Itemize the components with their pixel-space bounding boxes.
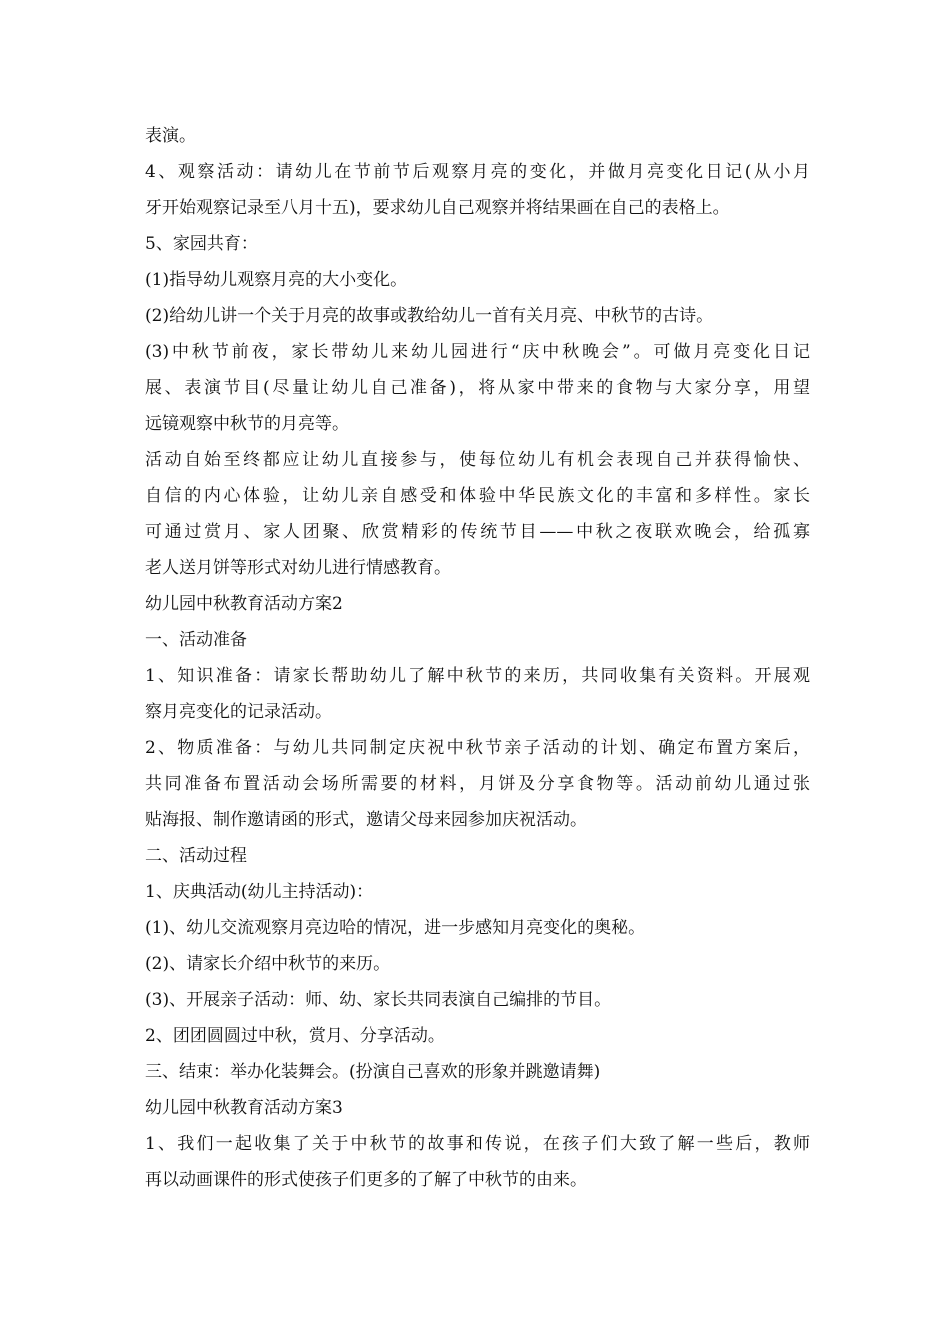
text-line: (2)给幼儿讲一个关于月亮的故事或教给幼儿一首有关月亮、中秋节的古诗。: [145, 306, 714, 326]
text-line: 牙开始观察记录至八月十五)，要求幼儿自己观察并将结果画在自己的表格上。: [145, 198, 730, 218]
text-line: 1、庆典活动(幼儿主持活动)：: [145, 882, 374, 902]
text-line: 三、结束：举办化装舞会。(扮演自己喜欢的形象并跳邀请舞): [145, 1062, 601, 1082]
text-line: 4、观察活动：请幼儿在节前节后观察月亮的变化，并做月亮变化日记(从小月: [145, 162, 810, 182]
text-line: 二、活动过程: [145, 846, 247, 866]
text-line: (3)、开展亲子活动：师、幼、家长共同表演自己编排的节目。: [145, 990, 612, 1010]
text-line: (3)中秋节前夜，家长带幼儿来幼儿园进行“庆中秋晚会”。可做月亮变化日记: [145, 342, 810, 362]
text-line: 5、家园共育：: [145, 234, 258, 254]
text-line: (1)、幼儿交流观察月亮边哈的情况，进一步感知月亮变化的奥秘。: [145, 918, 646, 938]
text-line: 一、活动准备: [145, 630, 247, 650]
text-line: 察月亮变化的记录活动。: [145, 702, 332, 722]
text-line: 2、团团圆圆过中秋，赏月、分享活动。: [145, 1026, 445, 1046]
text-line: 自信的内心体验，让幼儿亲自感受和体验中华民族文化的丰富和多样性。家长: [145, 486, 810, 506]
section-heading: 幼儿园中秋教育活动方案3: [145, 1098, 343, 1118]
text-line: (1)指导幼儿观察月亮的大小变化。: [145, 270, 408, 290]
text-line: 展、表演节目(尽量让幼儿自己准备)，将从家中带来的食物与大家分享，用望: [145, 378, 810, 398]
text-line: 2、物质准备：与幼儿共同制定庆祝中秋节亲子活动的计划、确定布置方案后，: [145, 738, 810, 758]
text-line: 表演。: [145, 126, 196, 146]
text-line: 可通过赏月、家人团聚、欣赏精彩的传统节目——中秋之夜联欢晚会，给孤寡: [145, 522, 810, 542]
text-line: 老人送月饼等形式对幼儿进行情感教育。: [145, 558, 451, 578]
text-line: 1、我们一起收集了关于中秋节的故事和传说，在孩子们大致了解一些后，教师: [145, 1134, 810, 1154]
text-line: 活动自始至终都应让幼儿直接参与，使每位幼儿有机会表现自己并获得愉快、: [145, 450, 810, 470]
text-line: 1、知识准备：请家长帮助幼儿了解中秋节的来历，共同收集有关资料。开展观: [145, 666, 810, 686]
text-line: (2)、请家长介绍中秋节的来历。: [145, 954, 391, 974]
text-line: 贴海报、制作邀请函的形式，邀请父母来园参加庆祝活动。: [145, 810, 587, 830]
document-page: [145, 118, 810, 1198]
text-line: 再以动画课件的形式使孩子们更多的了解了中秋节的由来。: [145, 1170, 587, 1190]
section-heading: 幼儿园中秋教育活动方案2: [145, 594, 343, 614]
text-line: 共同准备布置活动会场所需要的材料，月饼及分享食物等。活动前幼儿通过张: [145, 774, 810, 794]
text-line: 远镜观察中秋节的月亮等。: [145, 414, 349, 434]
